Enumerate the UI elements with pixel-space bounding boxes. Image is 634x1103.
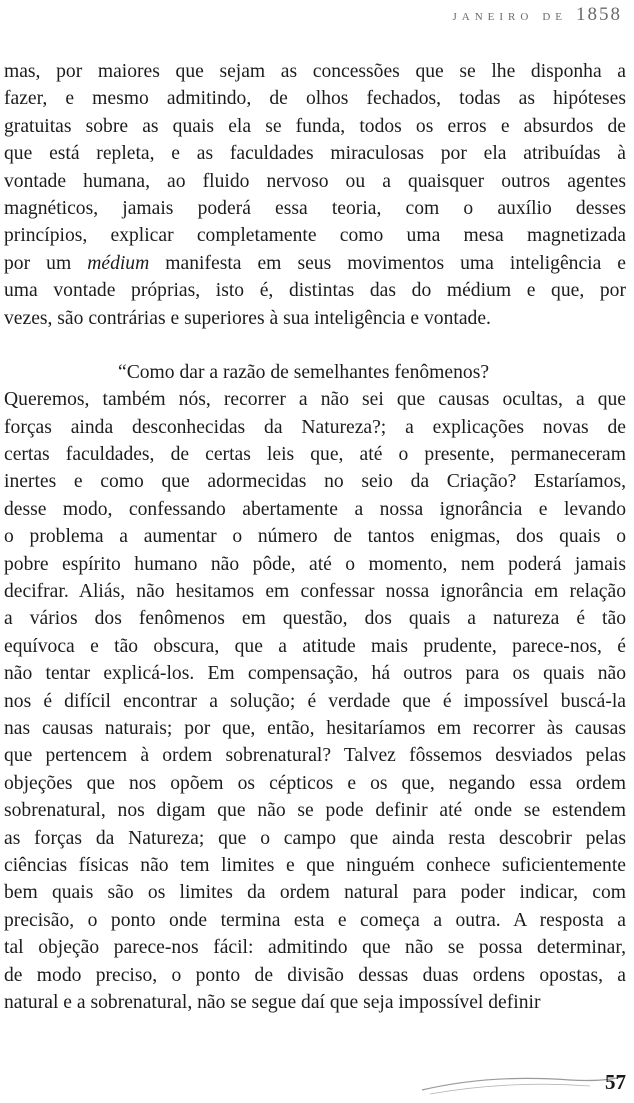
text-line: Queremos, também nós, recorrer a não sei que causas ocultas, a que bbox=[4, 389, 626, 411]
text-line: mas, por maiores que sejam as concessões que se lhe disponha a bbox=[4, 61, 626, 82]
running-head-year: 1858 bbox=[576, 4, 622, 25]
text-line: inertes e como que adormecidas no seio da Criação? Estaríamos, bbox=[4, 471, 626, 493]
text-line: que está repleta, e as faculdades miraculosas por ela atribuídas à bbox=[4, 143, 626, 165]
text-line: que pertencem à ordem sobrenatural? Talvez fôssemos desviados pelas bbox=[4, 745, 626, 767]
text-line bbox=[4, 250, 626, 277]
paragraph-1 bbox=[4, 58, 626, 332]
text-line: o problema a aumentar o número de tantos enigmas, dos quais o bbox=[4, 526, 626, 548]
text-line: magnéticos, jamais poderá essa teoria, com o auxílio desses bbox=[4, 197, 626, 219]
text-line: objeções que nos opõem os cépticos e os que, negando essa ordem bbox=[4, 772, 626, 794]
text-line: decifrar. Aliás, não hesitamos em confessar nossa ignorância em relação bbox=[4, 581, 626, 603]
text-line: forças ainda desconhecidas da Natureza?; a explicações novas de bbox=[4, 416, 626, 438]
text-line: princípios, explicar completamente como uma mesa magnetizada bbox=[4, 225, 626, 247]
text-line: fazer, e mesmo admitindo, de olhos fechados, todas as hipóteses bbox=[4, 88, 626, 110]
text-line: desse modo, confessando abertamente a nossa ignorância e levando bbox=[4, 498, 626, 520]
paragraph-2 bbox=[4, 359, 626, 1016]
text-line: sobrenatural, nos digam que não se pode definir até onde se estendem bbox=[4, 800, 626, 822]
text-line: vontade humana, ao fluido nervoso ou a quaisquer outros agentes bbox=[4, 170, 626, 192]
text-line: ciências físicas não tem limites e que ninguém conhece suficientemente bbox=[4, 854, 626, 876]
text-line: as forças da Natureza; que o campo que ainda resta descobrir pelas bbox=[4, 827, 626, 849]
text-line: precisão, o ponto onde termina esta e começa a outra. A resposta a bbox=[4, 909, 626, 931]
text-line: não tentar explicá-los. Em compensação, há outros para os quais não bbox=[4, 663, 626, 685]
body-text bbox=[4, 58, 626, 1016]
text-fragment: por um bbox=[4, 252, 88, 274]
running-head-month: janeiro de bbox=[452, 7, 567, 24]
text-fragment: manifesta em seus movimentos uma inteligência e bbox=[149, 252, 626, 274]
footer-swoosh-ornament bbox=[420, 1070, 630, 1098]
text-line: bem quais são os limites da ordem natural para poder indicar, com bbox=[4, 882, 626, 904]
text-line: de modo preciso, o ponto de divisão dessas duas ordens opostas, a bbox=[4, 964, 626, 986]
text-line: tal objeção parece-nos fácil: admitindo que não se possa determinar, bbox=[4, 937, 626, 959]
text-line: certas faculdades, de certas leis que, até o presente, permaneceram bbox=[4, 444, 626, 466]
text-line: “Como dar a razão de semelhantes fenômenos? bbox=[118, 361, 490, 383]
text-line: equívoca e tão obscura, que a atitude mais prudente, parece-nos, é bbox=[4, 635, 626, 657]
page-number: 57 bbox=[605, 1070, 626, 1094]
text-line: natural e a sobrenatural, não se segue daí que seja impossível definir bbox=[4, 991, 541, 1013]
text-line: uma vontade próprias, isto é, distintas das do médium e que, por bbox=[4, 280, 626, 302]
text-line: pobre espírito humano não pôde, até o momento, nem poderá jamais bbox=[4, 553, 626, 575]
text-line: nos é difícil encontrar a solução; é verdade que é impossível buscá-la bbox=[4, 690, 626, 712]
italic-term: médium bbox=[87, 252, 150, 274]
text-line: nas causas naturais; por que, então, hesitaríamos em recorrer às causas bbox=[4, 717, 626, 739]
text-line: vezes, são contrárias e superiores à sua inteligência e vontade. bbox=[4, 307, 491, 329]
running-head bbox=[453, 4, 623, 26]
text-line: a vários dos fenômenos em questão, dos quais a natureza é tão bbox=[4, 608, 626, 630]
text-line: gratuitas sobre as quais ela se funda, todos os erros e absurdos de bbox=[4, 115, 626, 137]
